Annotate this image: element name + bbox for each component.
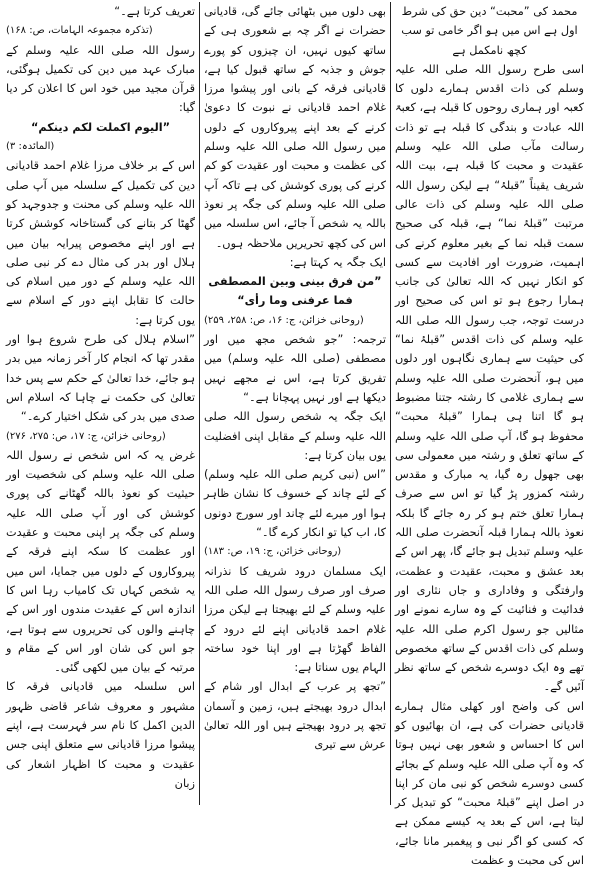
citation: (المائدہ: ۳) — [6, 141, 55, 153]
paragraph: ایک جگہ یہ کہتا ہے: — [289, 255, 386, 269]
paragraph: بھی دلوں میں بٹھائی جائے گی، قادیانی حضرات نے اگر چہ بے شعوری ہی کے ساتھ کیوں نہیں، ان چیزوں کو پورے جوش و جذبہ کے ساتھ قبول کیا ہے، قادیانی فرقہ کے بانی اور پیشوا مرزا غلام احمد قادیانی نے نبوت کا دعویٰ کرنے کے بعد اپنے پیروکاروں کے دلوں میں رسول اللہ صلی اللہ علیہ وسلم کی عظمت و محبت اور عقیدت کو کم کرنے کی پوری کوشش کی ہے تاکہ آپ صلی اللہ علیہ وسلم کی جگہ پر نعوذ باللہ یہ شخص آ جائے، اس سلسلہ میں اس کی کچھ تحریریں ملاحظہ ہوں۔ — [204, 5, 386, 250]
quran-quote: ”الیوم اکملت لکم دینکم“ — [30, 120, 171, 134]
paragraph: ایک جگہ یہ شخص رسول اللہ صلی اللہ علیہ وسلم کے مقابل اپنی افضلیت یوں بیان کرتا ہے: — [204, 410, 386, 462]
quote-end: تعریف کرتا ہے۔“ — [114, 5, 195, 18]
paragraph: اس کی واضح اور کھلی مثال ہمارے قادیانی حضرات کی ہے، ان بھائیوں کو اس کا احساس و شعور بھی نہیں ہوتا کہ وہ آپ صلی اللہ علیہ وسلم کے بجائے کسی دوسرے شخص کو نبی مان کر اپنا در اصل اپنے ”قبلۂ محبت“ کو تبدیل کر لیتا ہے، اس کے بعد یہ کیسے ممکن ہے کہ کسی کو اگر نبی و پیغمبر مانا جائے، اس کی محبت و عظمت — [395, 699, 584, 868]
citation: (روحانی خزائن، ج: ۱۷، ص: ۲۷۵، ۲۷۶) — [6, 430, 166, 442]
left-column — [3, 2, 199, 805]
quote: ”اس (نبی کریم صلی اللہ علیہ وسلم) کے لئے چاند کے خسوف کا نشان ظاہر ہوا اور میرے لئے چاند اور سورج دونوں کا، اب کیا تو انکار کرے گا۔“ — [204, 468, 386, 540]
paragraph: اس کے بر خلاف مرزا غلام احمد قادیانی دین کی تکمیل کے سلسلہ میں آپ صلی اللہ علیہ وسلم کی محنت و جدوجہد کو گھٹا کر بتانے کی گستاخانہ کوشش کرتا ہے اور اپنے مخصوص پیرایہ بیان میں ہلال اور بدر کی مثال دے کر نبی صلی اللہ علیہ وسلم کے دور میں اسلام کی حالت کا تقابل اپنے دور کے اسلام سے یوں کرتا ہے: — [6, 159, 195, 327]
citation: (تذکرہ مجموعہ الہامات، ص: ۱۶۸) — [6, 25, 153, 37]
right-column — [391, 2, 587, 868]
paragraph: ترجمہ: ”جو شخص مجھ میں اور مصطفی (صلی اللہ علیہ وسلم) میں تفریق کرتا ہے، اس نے مجھے نہیں دیکھا ہے اور نہیں پہچانا ہے۔“ — [204, 333, 386, 404]
paragraph: غرض یہ کہ اس شخص نے رسول اللہ صلی اللہ علیہ وسلم کی شخصیت اور حیثیت کو نعوذ باللہ گھٹانے کی پوری کوشش کی اور آپ صلی اللہ علیہ وسلم کی جگہ پر اپنی محبت و عقیدت اور عظمت کا سکہ اپنے فرقہ کے پیروکاروں کے دلوں میں جمایا، اس میں یہ شخص کہاں تک کامیاب رہا اس کا اندازہ اس کے عقیدت مندوں اور اس کے چاہنے والوں کی تحریروں سے ہوتا ہے، جو اس کی شان اور اس کے مقام و مرتبہ کے بیان میں لکھی گئی۔ — [6, 448, 195, 675]
paragraph: اس سلسلہ میں قادیانی فرقہ کا مشہور و معروف شاعر قاضی ظہور الدین اکمل کا نام سر فہرست ہے، اپنے پیشوا مرزا قادیانی سے متعلق اپنی جس عقیدت و محبت کا اظہار اشعار کی زبان — [6, 680, 195, 790]
arabic-quote: ”من فرق بینی وبین المصطفی فما عرفنی وما رأی“ — [208, 275, 382, 308]
quote: ”اسلام ہلال کی طرح شروع ہوا اور مقدر تھا کہ انجام کار آخر زمانہ میں بدر ہو جائے، خدا تعالیٰ کے حکم سے پس خدا تعالیٰ کی حکمت نے چاہا کہ اسلام اس صدی میں بدر کی شکل اختیار کرے۔“ — [6, 333, 195, 424]
paragraph: ایک مسلمان درود شریف کا نذرانہ صرف اور صرف رسول اللہ صلی اللہ علیہ وسلم کے لئے بھیجتا ہے لیکن مرزا غلام احمد قادیانی اپنے لئے درود کے الفاظ گھڑتا ہے اور اپنا خود ساختہ الہام یوں سناتا ہے: — [204, 564, 386, 675]
quote: ”تجھ پر عرب کے ابدال اور شام کے ابدال درود بھیجتے ہیں، زمین و آسمان تجھ پر درود بھیجتے ہیں اور اللہ تعالیٰ عرش سے تیری — [204, 680, 386, 752]
middle-column — [199, 2, 391, 805]
opening-verse: محمد کی ”محبت“ دین حق کی شرط اول ہے اس میں ہو اگر خامی تو سب کچھ نامکمل ہے — [401, 5, 578, 57]
citation: (روحانی خزائن، ج: ۱۶، ص: ۲۵۸، ۲۵۹) — [204, 314, 364, 326]
paragraph: رسول اللہ صلی اللہ علیہ وسلم کے مبارک عہد میں دین کی تکمیل ہوگئی، قرآن مجید میں خود اس کا اعلان کر دیا گیا: — [6, 43, 195, 115]
paragraph: اسی طرح رسول اللہ صلی اللہ علیہ وسلم کی ذات اقدس ہمارے دلوں کا کعبہ اور ہماری روحوں کا قبلہ ہے، کعبۃ اللہ عبادت و بندگی کا قبلہ ہے تو ذات رسالت مآب صلی اللہ علیہ وسلم عقیدت و محبت کا قبلہ ہے، بیت اللہ شریف یقیناً ”قبلۂ“ ہے لیکن رسول اللہ صلی اللہ علیہ وسلم کی ذات عالی مرتبت ”قبلۂ نما“ ہے، قبلہ کی صحیح سمت قبلہ نما کے بغیر معلوم کرنے کی اہمیت، ضرورت اور افادیت سے کسی کو انکار نہیں کہ اللہ تعالیٰ کی جانب ہمارا رجوع ہو تو اس کی صحیح اور درست توجہ، جب رسول اللہ صلی اللہ علیہ وسلم کی ذات اقدس ”قبلۂ نما“ کی حیثیت سے ہماری نگاہوں اور دلوں میں ہو، آنحضرت صلی اللہ علیہ وسلم سے ہماری غلامی کا رشتہ جتنا مضبوط ہو گا اتنا ہی ہمارا ”قبلۂ محبت“ محفوظ ہو گا، آپ صلی اللہ علیہ وسلم کے ساتھ تعلق و رشتہ میں معمولی سی بھی جھول رہ گیا، یہ مبارک و مقدس رشتہ کمزور پڑ گیا تو اس سے صرف ہمارا تعلق ختم ہو کر رہ جائے گا بلکہ نعوذ باللہ ہمارا قبلہ آنحضرت صلی اللہ علیہ وسلم تبدیل ہو جائے گا، پھر اس کے بعد عشق و محبت، عقیدت و عظمت، وارفتگی و وفاداری و جاں نثاری اور فدائیت و فنائیت کے وہ سارے نمونے اور مثالیں جو رسول اکرم صلی اللہ علیہ وسلم کی ذات اقدس کے ساتھ مخصوص تھے وہ ایک دوسرے شخص کے ساتھ نظر آئیں گے۔ — [395, 62, 584, 694]
citation: (روحانی خزائن، ج: ۱۹، ص: ۱۸۳) — [204, 546, 342, 558]
